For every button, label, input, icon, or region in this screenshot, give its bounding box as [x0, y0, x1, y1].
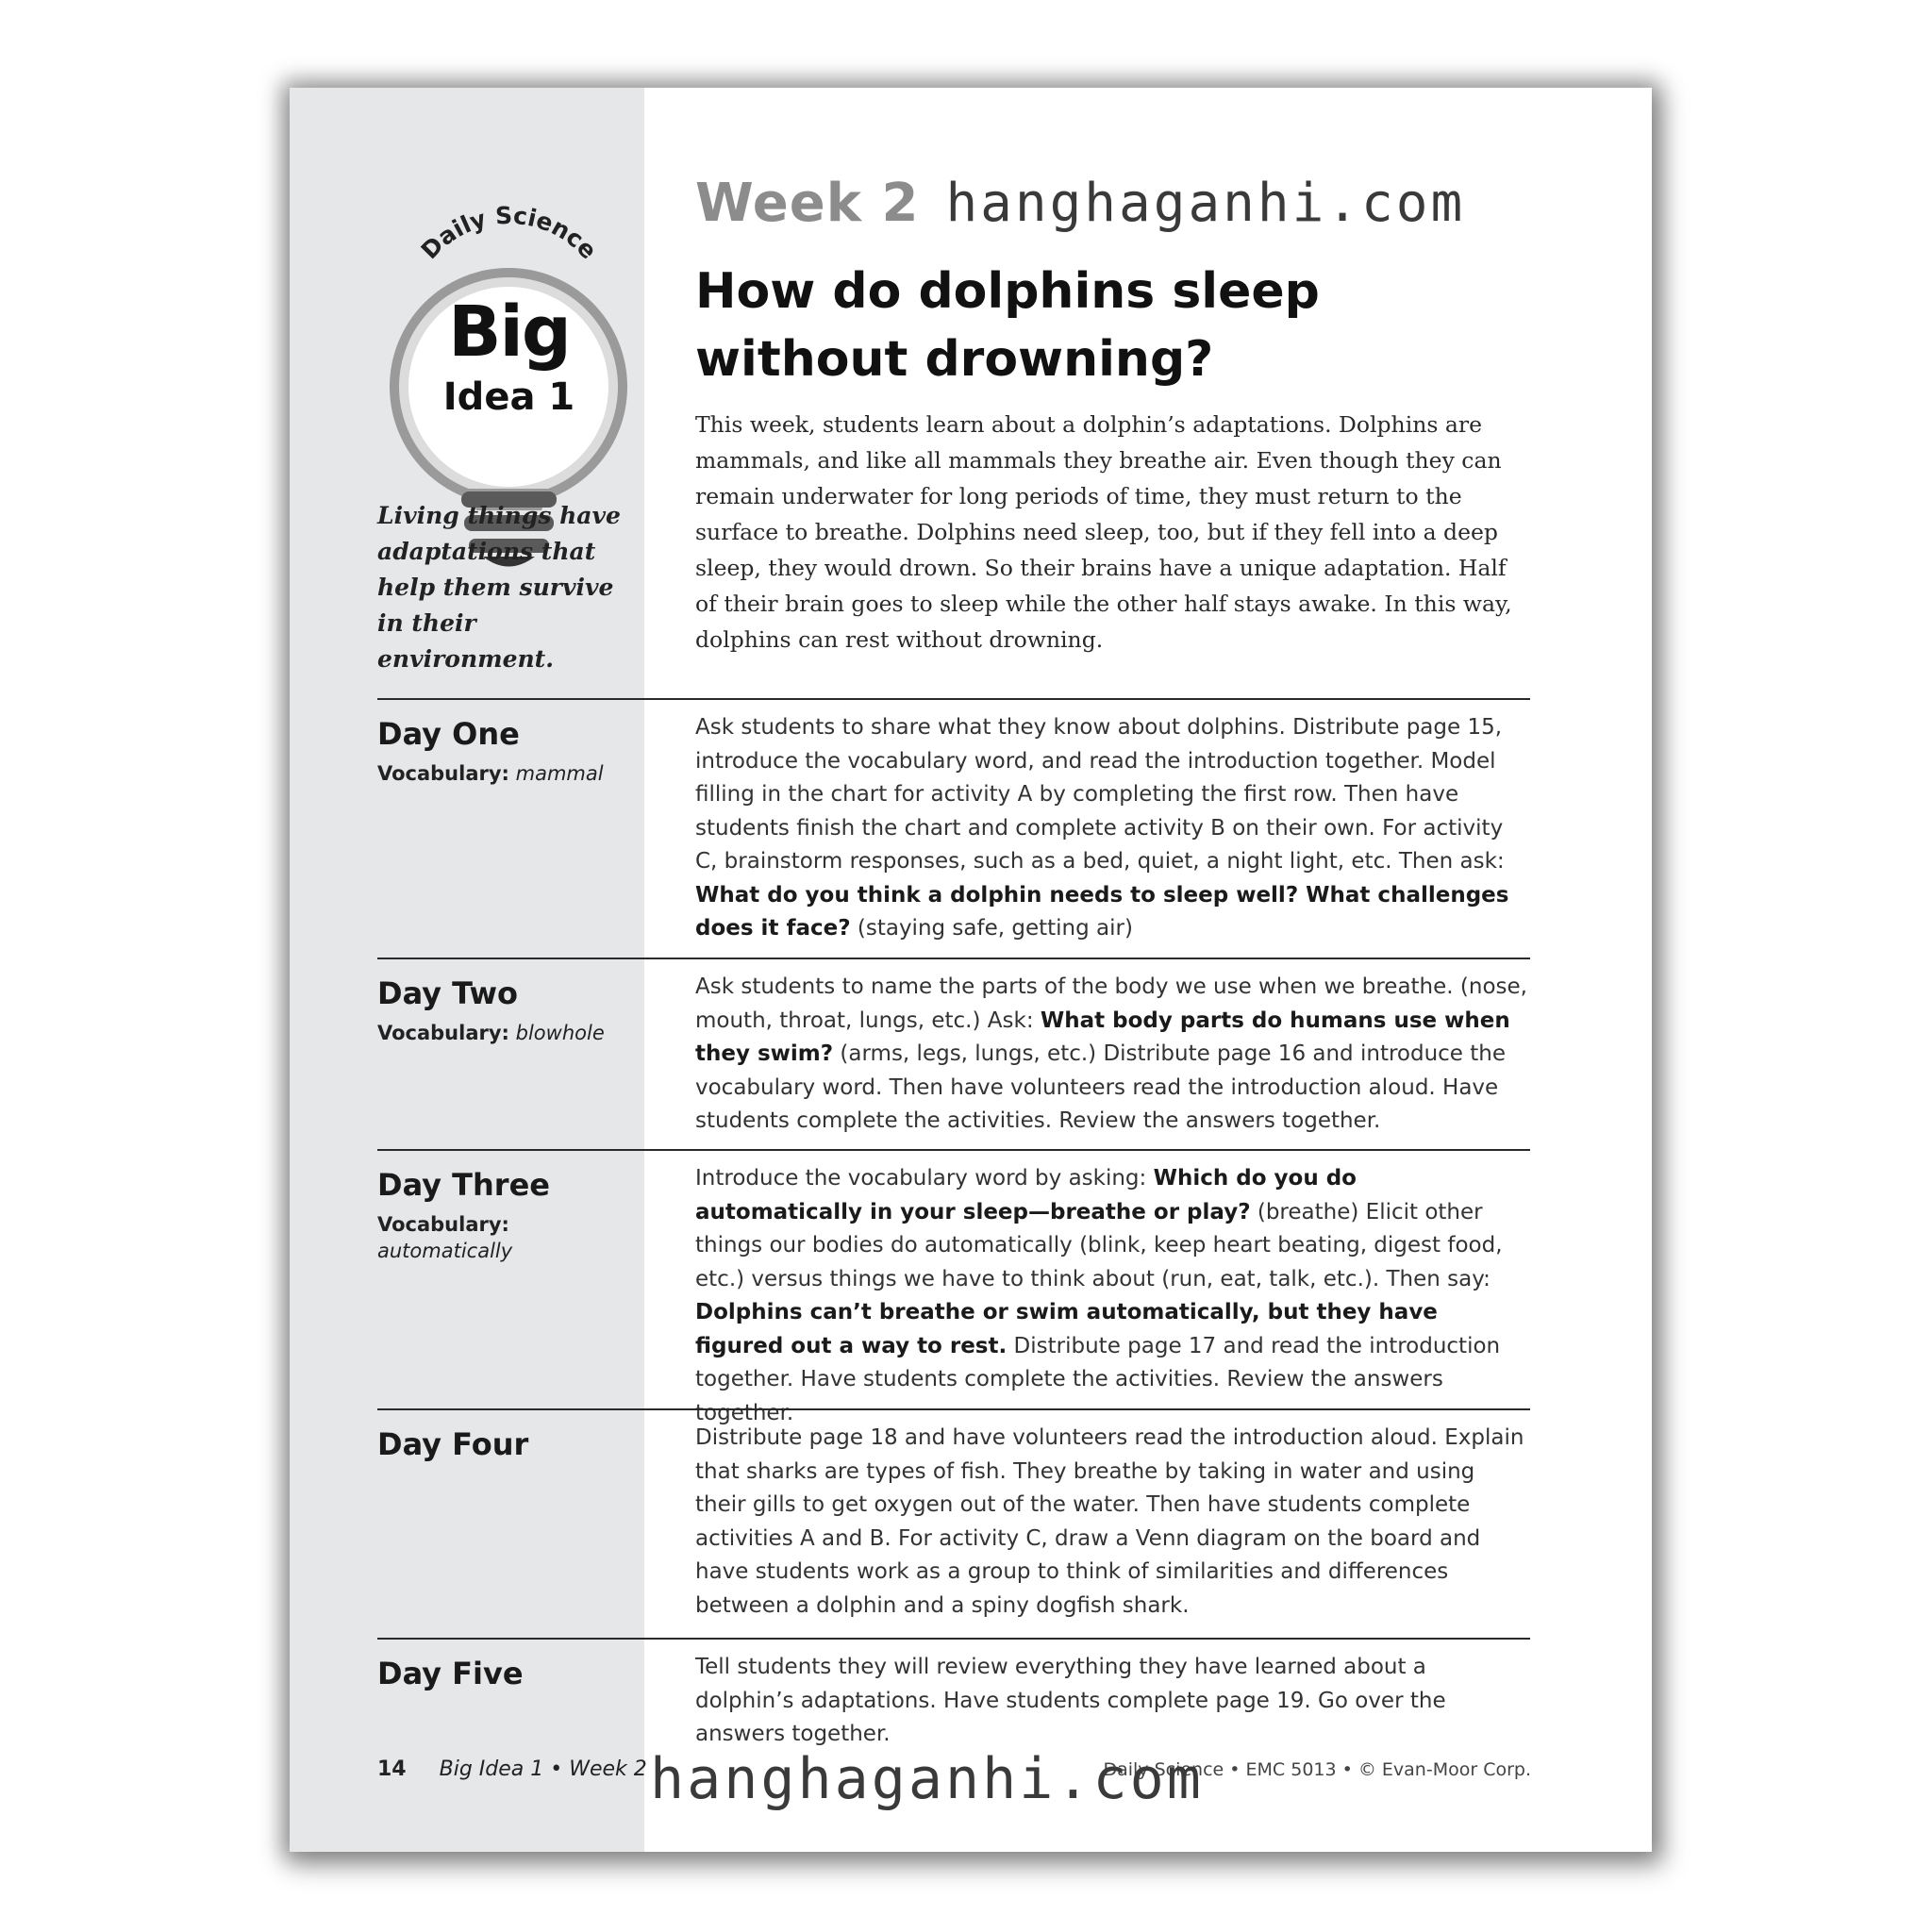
day-instructions: Ask students to name the parts of the body we use when we breathe. (nose, mouth, throat, lungs, etc.) Ask: What body parts do humans use when they swim? (arms, legs, lungs, etc.) Distribute page 16 and introduce the vocabulary word. Then have volunteers read the introduction aloud. Have students complete the activities. Review the answers together. [695, 974, 1527, 1133]
day-title: Day Four [377, 1426, 529, 1462]
watermark-top: hanghaganhi.com [945, 173, 1466, 234]
logo-arc-text: Daily Science [415, 201, 603, 265]
title-line-2: without drowning? [695, 331, 1214, 388]
day-two-section [377, 958, 1530, 1149]
vocabulary: Vocabulary: mammal [377, 762, 604, 785]
worksheet-page [290, 88, 1652, 1852]
big-idea-tagline: Living things have adaptations that help them survive in their environment. [377, 502, 621, 673]
day-title: Day Five [377, 1656, 524, 1691]
day-instructions: Distribute page 18 and have volunteers read the introduction aloud. Explain that sharks are types of fish. They breathe by taking in water and using their gills to get oxygen out of the water. Then have students complete activities A and B. For activity C, draw a Venn diagram on the board and have students work as a group to think of similarities and differences between a dolphin and a spiny dogfish shark. [695, 1425, 1524, 1618]
vocabulary-word: blowhole [515, 1022, 605, 1044]
day-title: Day One [377, 716, 520, 752]
vocabulary-word: mammal [515, 762, 604, 785]
day-instructions: Introduce the vocabulary word by asking: Which do you do automatically in your sleep—breathe or play? (breathe) Elicit other things our bodies do automatically (blink, keep heart beating, digest food, etc.) versus things we have to think about (run, eat, talk, etc.). Then say: Dolphins can’t breathe or swim automatically, but they have figured out a way to rest. Distribute page 17 and read the introduction together. Have students complete the activities. Review the answers together. [695, 1166, 1503, 1425]
vocabulary: Vocabulary: automatically [377, 1213, 513, 1262]
vocabulary: Vocabulary: blowhole [377, 1022, 605, 1044]
vocabulary-word: automatically [377, 1240, 513, 1262]
logo-idea-text: Idea 1 [442, 375, 575, 419]
logo-big-text: Big [448, 291, 570, 373]
week-header [695, 173, 1465, 248]
page-title [695, 258, 1544, 393]
day-instructions: Tell students they will review everything they have learned about a dolphin’s adaptations. Have students complete page 19. Go over the answers together. [695, 1655, 1446, 1746]
day-instructions: Ask students to share what they know about dolphins. Distribute page 15, introduce the vocabulary word, and read the introduction together. Model filling in the chart for activity A by completing the first row. Then have students finish the chart and complete activity B on their own. For activity C, brainstorm responses, such as a bed, quiet, a night light, etc. Then ask: What do you think a dolphin needs to sleep well? What challenges does it face? (staying safe, getting air) [695, 715, 1509, 941]
title-line-1: How do dolphins sleep [695, 263, 1320, 320]
day-one-section [377, 698, 1530, 958]
footer-section: Big Idea 1 • Week 2 [439, 1757, 647, 1781]
day-three-section [377, 1149, 1530, 1425]
day-list [377, 698, 1530, 1770]
day-four-section [377, 1408, 1530, 1638]
day-title: Day Two [377, 975, 519, 1011]
footer-copyright: Daily Science • EMC 5013 • © Evan-Moor Corp. [1103, 1759, 1531, 1780]
watermark-bottom: hanghaganhi.com [650, 1746, 1204, 1812]
intro-paragraph: This week, students learn about a dolphin’s adaptations. Dolphins are mammals, and like all mammals they breathe air. Even though they can remain underwater for long periods of time, they must return to the surface to breathe. Dolphins need sleep, too, but if they fell into a deep sleep, they would drown. So their brains have a unique adaptation. Half of their brain goes to sleep while the other half stays awake. In this way, dolphins can rest without drowning. [695, 411, 1512, 653]
day-title: Day Three [377, 1167, 550, 1203]
page-number: 14 [377, 1757, 407, 1781]
week-label: Week 2 [695, 173, 920, 234]
footer-left [377, 1757, 647, 1781]
